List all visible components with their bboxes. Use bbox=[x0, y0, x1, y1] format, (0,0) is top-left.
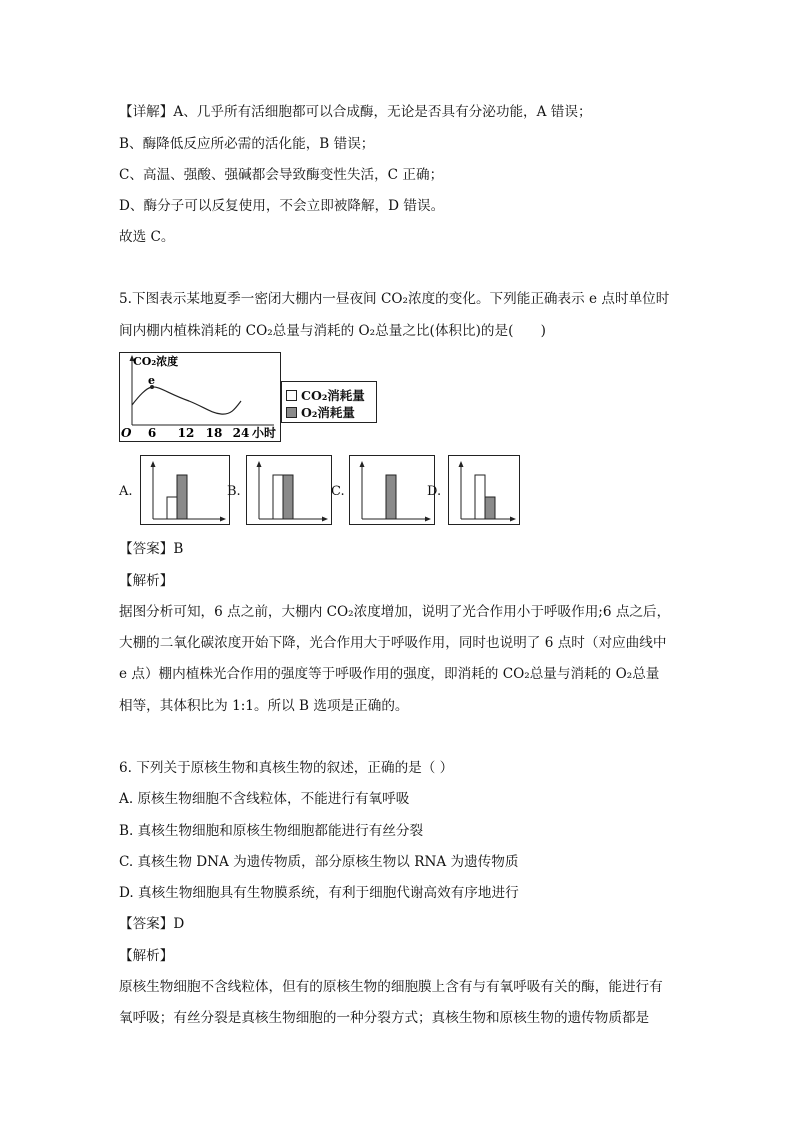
analysis-text: 据图分析可知，6 点之前，大棚内 CO₂浓度增加，说明了光合作用小于呼吸作用;6 点之后， bbox=[119, 604, 671, 620]
option-d-chart bbox=[448, 455, 520, 525]
legend-label-co2: CO₂消耗量 bbox=[301, 388, 365, 403]
bar-o2 bbox=[283, 475, 293, 519]
bar-co2 bbox=[273, 475, 283, 519]
option-b-chart bbox=[246, 455, 332, 525]
analysis-text: e 点）棚内植株光合作用的强度等于呼吸作用的强度，即消耗的 CO₂总量与消耗的 O₂总量 bbox=[119, 666, 660, 682]
text-line: 故选 C。 bbox=[119, 229, 175, 245]
option-c-chart bbox=[349, 455, 435, 525]
question-5-stem: 间内棚内植株消耗的 CO₂总量与消耗的 O₂总量之比(体积比)的是( ) bbox=[119, 323, 546, 339]
analysis-text: 原核生物细胞不含线粒体，但有的原核生物的细胞膜上含有与有氧呼吸有关的酶，能进行有 bbox=[119, 979, 663, 995]
bar-o2 bbox=[386, 475, 396, 519]
question-5-stem: 5.下图表示某地夏季一密闭大棚内一昼夜间 CO₂浓度的变化。下列能正确表示 e 点时单位时 bbox=[119, 291, 670, 307]
x-unit: 小时 bbox=[252, 426, 277, 440]
answer-5: 【答案】B bbox=[119, 541, 184, 557]
option-a: A. 原核生物细胞不含线粒体，不能进行有氧呼吸 bbox=[119, 791, 410, 807]
analysis-text: 大棚的二氧化碳浓度开始下降，光合作用大于呼吸作用，同时也说明了 6 点时（对应曲线中 bbox=[119, 635, 667, 651]
option-a-label: A. bbox=[119, 484, 133, 499]
option-b: B. 真核生物细胞和原核生物细胞都能进行有丝分裂 bbox=[119, 823, 424, 839]
legend bbox=[281, 381, 377, 423]
analysis-heading-5: 【解析】 bbox=[119, 573, 174, 589]
text-line: C、高温、强酸、强碱都会导致酶变性失活，C 正确； bbox=[119, 167, 444, 183]
analysis-heading-6: 【解析】 bbox=[119, 948, 174, 964]
legend-swatch-o2 bbox=[286, 407, 297, 418]
text-line: B、酶降低反应所必需的活化能，B 错误； bbox=[119, 136, 375, 152]
x-tick: 12 bbox=[177, 426, 195, 440]
bar-o2 bbox=[485, 497, 495, 519]
legend-item-co2 bbox=[286, 386, 365, 404]
analysis-text: 相等，其体积比为 1:1。所以 B 选项是正确的。 bbox=[119, 698, 409, 714]
option-d: D. 真核生物细胞具有生物膜系统，有利于细胞代谢高效有序地进行 bbox=[119, 885, 519, 901]
option-b-label: B. bbox=[227, 484, 241, 499]
option-c-label: C. bbox=[331, 484, 345, 499]
option-d-label: D. bbox=[427, 484, 442, 499]
option-c: C. 真核生物 DNA 为遗传物质，部分原核生物以 RNA 为遗传物质 bbox=[119, 854, 519, 870]
text-line: D、酶分子可以反复使用，不会立即被降解，D 错误。 bbox=[119, 198, 445, 214]
analysis-text: 氧呼吸；有丝分裂是真核生物细胞的一种分裂方式；真核生物和原核生物的遗传物质都是 bbox=[119, 1010, 650, 1026]
x-tick: 24 bbox=[232, 426, 250, 440]
co2-curve-figure bbox=[119, 352, 281, 442]
bar-co2 bbox=[167, 497, 177, 519]
point-e-label: e bbox=[148, 374, 155, 387]
text-line: 【详解】A、几乎所有活细胞都可以合成酶，无论是否具有分泌功能，A 错误； bbox=[119, 104, 592, 120]
legend-swatch-co2 bbox=[286, 390, 297, 401]
bar-o2 bbox=[177, 475, 187, 519]
legend-label-o2: O₂消耗量 bbox=[301, 405, 355, 420]
x-tick: 6 bbox=[147, 426, 157, 440]
option-a-chart bbox=[140, 455, 230, 525]
origin-label: O bbox=[121, 426, 132, 440]
answer-6: 【答案】D bbox=[119, 916, 185, 932]
x-tick: 18 bbox=[205, 426, 223, 440]
legend-item-o2 bbox=[286, 403, 355, 421]
y-axis-label: CO₂浓度 bbox=[133, 355, 179, 368]
question-6-stem: 6. 下列关于原核生物和真核生物的叙述，正确的是（ ） bbox=[119, 760, 454, 776]
bar-co2 bbox=[475, 475, 485, 519]
